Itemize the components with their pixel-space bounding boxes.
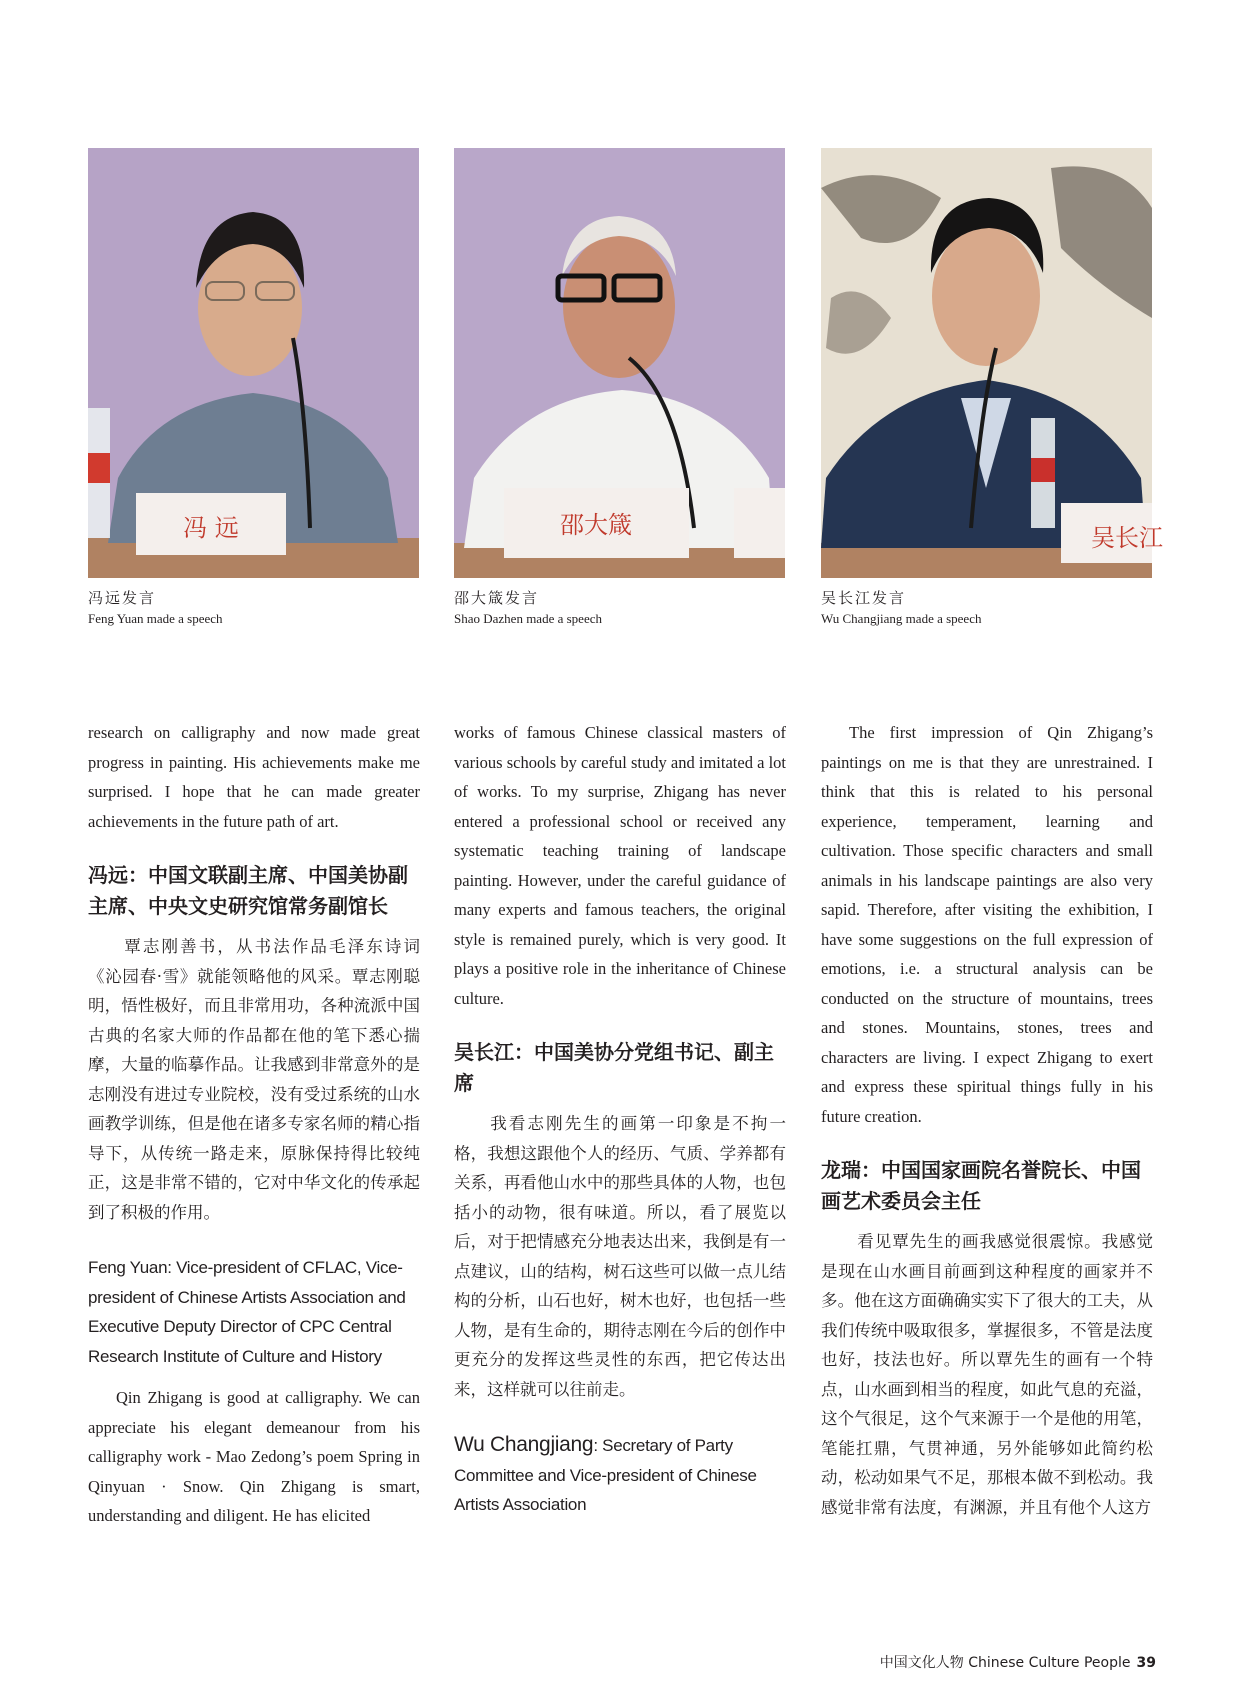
text-column-3: [821, 718, 1153, 1522]
text-column-1: [88, 718, 420, 1531]
nameplate-shao-dazhen: 邵大箴: [560, 511, 632, 539]
col1-zh-heading: 冯远：中国文联副主席、中国美协副主席、中央文史研究馆常务副馆长: [88, 863, 408, 918]
col1-en-heading: Feng Yuan: Vice-president of CFLAC, Vice-president of Chinese Artists Association and Executive Deputy Director of CPC Central Research Institute of Culture and History: [88, 1258, 406, 1366]
col2-en-heading-title: : Secretary of Party Committee and Vice-president of Chinese Artists Association: [454, 1436, 757, 1514]
nameplate-feng-yuan: 冯 远: [183, 514, 239, 542]
caption-zh-feng-yuan: 冯远发言: [88, 589, 157, 607]
caption-en-shao-dazhen: Shao Dazhen made a speech: [454, 611, 602, 626]
photo-wu-changjiang-image: [821, 148, 1163, 578]
col1-zh-paragraph: 覃志刚善书，从书法作品毛泽东诗词《沁园春·雪》就能领略他的风采。覃志刚聪明，悟性极好，而且非常用功，各种流派中国古典的名家大师的作品都在他的笔下悉心揣摩，大量的临摹作品。让我感到非常意外的是志刚没有进过专业院校，没有受过系统的山水画教学训练，但是他在诸多专家名师的精心指导下，从传统一路走来，原脉保持得比较纯正，这是非常不错的，它对中华文化的传承起到了积极的作用。: [88, 937, 420, 1222]
photo-shao-dazhen-image: [454, 148, 785, 578]
col2-zh-paragraph: 我看志刚先生的画第一印象是不拘一格，我想这跟他个人的经历、气质、学养都有关系，再看他山水中的那些具体的人物，也包括小的动物，很有味道。所以，看了展览以后，对于把情感充分地表达出来，我倒是有一点建议，山的结构，树石这些可以做一点儿结构的分析，山石也好，树木也好，也包括一些人物，是有生命的，期待志刚在今后的创作中更充分的发挥这些灵性的东西，把它传达出来，这样就可以往前走。: [454, 1114, 786, 1399]
nameplate-wu-changjiang: 吴长江: [1091, 524, 1163, 552]
caption-en-feng-yuan: Feng Yuan made a speech: [88, 611, 223, 626]
col2-en-heading: [454, 1430, 786, 1520]
page-footer: [880, 1652, 1156, 1672]
photo-wu-changjiang: [821, 148, 1163, 578]
col1-en-paragraph-1: research on calligraphy and now made great progress in painting. His achievements make me surprised. I hope that he can made greater achievements in the future path of art.: [88, 723, 420, 831]
col3-en-paragraph-1: The first impression of Qin Zhigang’s paintings on me is that they are unrestrained. I think that this is related to his personal experience, temperament, learning and cultivation. Those specific characters and small animals in his landscape paintings are also very sapid. Therefore, after visiting the exhibition, I have some suggestions on the full expression of emotions, i.e. a structural analysis can be conducted on the structure of mountains, trees and stones. Mountains, stones, trees and characters are living. I expect Zhigang to exert and express these spiritual things fully in his future creation.: [821, 723, 1153, 1126]
caption-zh-wu-changjiang: 吴长江发言: [821, 589, 907, 607]
text-column-2: [454, 718, 786, 1532]
col1-en-paragraph-2: Qin Zhigang is good at calligraphy. We can appreciate his elegant demeanour from his calligraphy work - Mao Zedong’s poem Spring in Qinyuan · Snow. Qin Zhigang is smart, understanding and diligent. He has elicited: [88, 1388, 420, 1525]
col2-en-paragraph-1: works of famous Chinese classical masters of various schools by careful study and imitated a lot of works. To my surprise, Zhigang has never entered a professional school or received any systematic teaching training of landscape painting. However, under the careful guidance of many experts and famous teachers, the original style is remained purely, which is very good. It plays a positive role in the inheritance of Chinese culture.: [454, 723, 786, 1008]
caption-zh-shao-dazhen: 邵大箴发言: [454, 589, 540, 607]
caption-en-wu-changjiang: Wu Changjiang made a speech: [821, 611, 982, 626]
page-number: 39: [1136, 1655, 1156, 1671]
col3-zh-heading: 龙瑞：中国国家画院名誉院长、中国画艺术委员会主任: [821, 1158, 1141, 1213]
col3-zh-paragraph: 看见覃先生的画我感觉很震惊。我感觉是现在山水画目前画到这种程度的画家并不多。他在这方面确确实实下了很大的工夫，从我们传统中吸取很多，掌握很多，不管是法度也好，技法也好。所以覃先生的画有一个特点，山水画到相当的程度，如此气息的充溢，这个气很足，这个气来源于一个是他的用笔，笔能扛鼎，气贯神通，另外能够如此简约松动，松动如果气不足，那根本做不到松动。我感觉非常有法度，有渊源，并且有他个人这方: [821, 1232, 1153, 1517]
footer-publication: 中国文化人物 Chinese Culture People: [879, 1655, 1131, 1671]
photo-feng-yuan: [88, 148, 419, 578]
photo-shao-dazhen: [454, 148, 785, 578]
photo-feng-yuan-image: [88, 148, 419, 578]
col2-en-heading-name: Wu Changjiang: [454, 1433, 594, 1456]
col2-zh-heading: 吴长江：中国美协分党组书记、副主席: [454, 1040, 774, 1095]
